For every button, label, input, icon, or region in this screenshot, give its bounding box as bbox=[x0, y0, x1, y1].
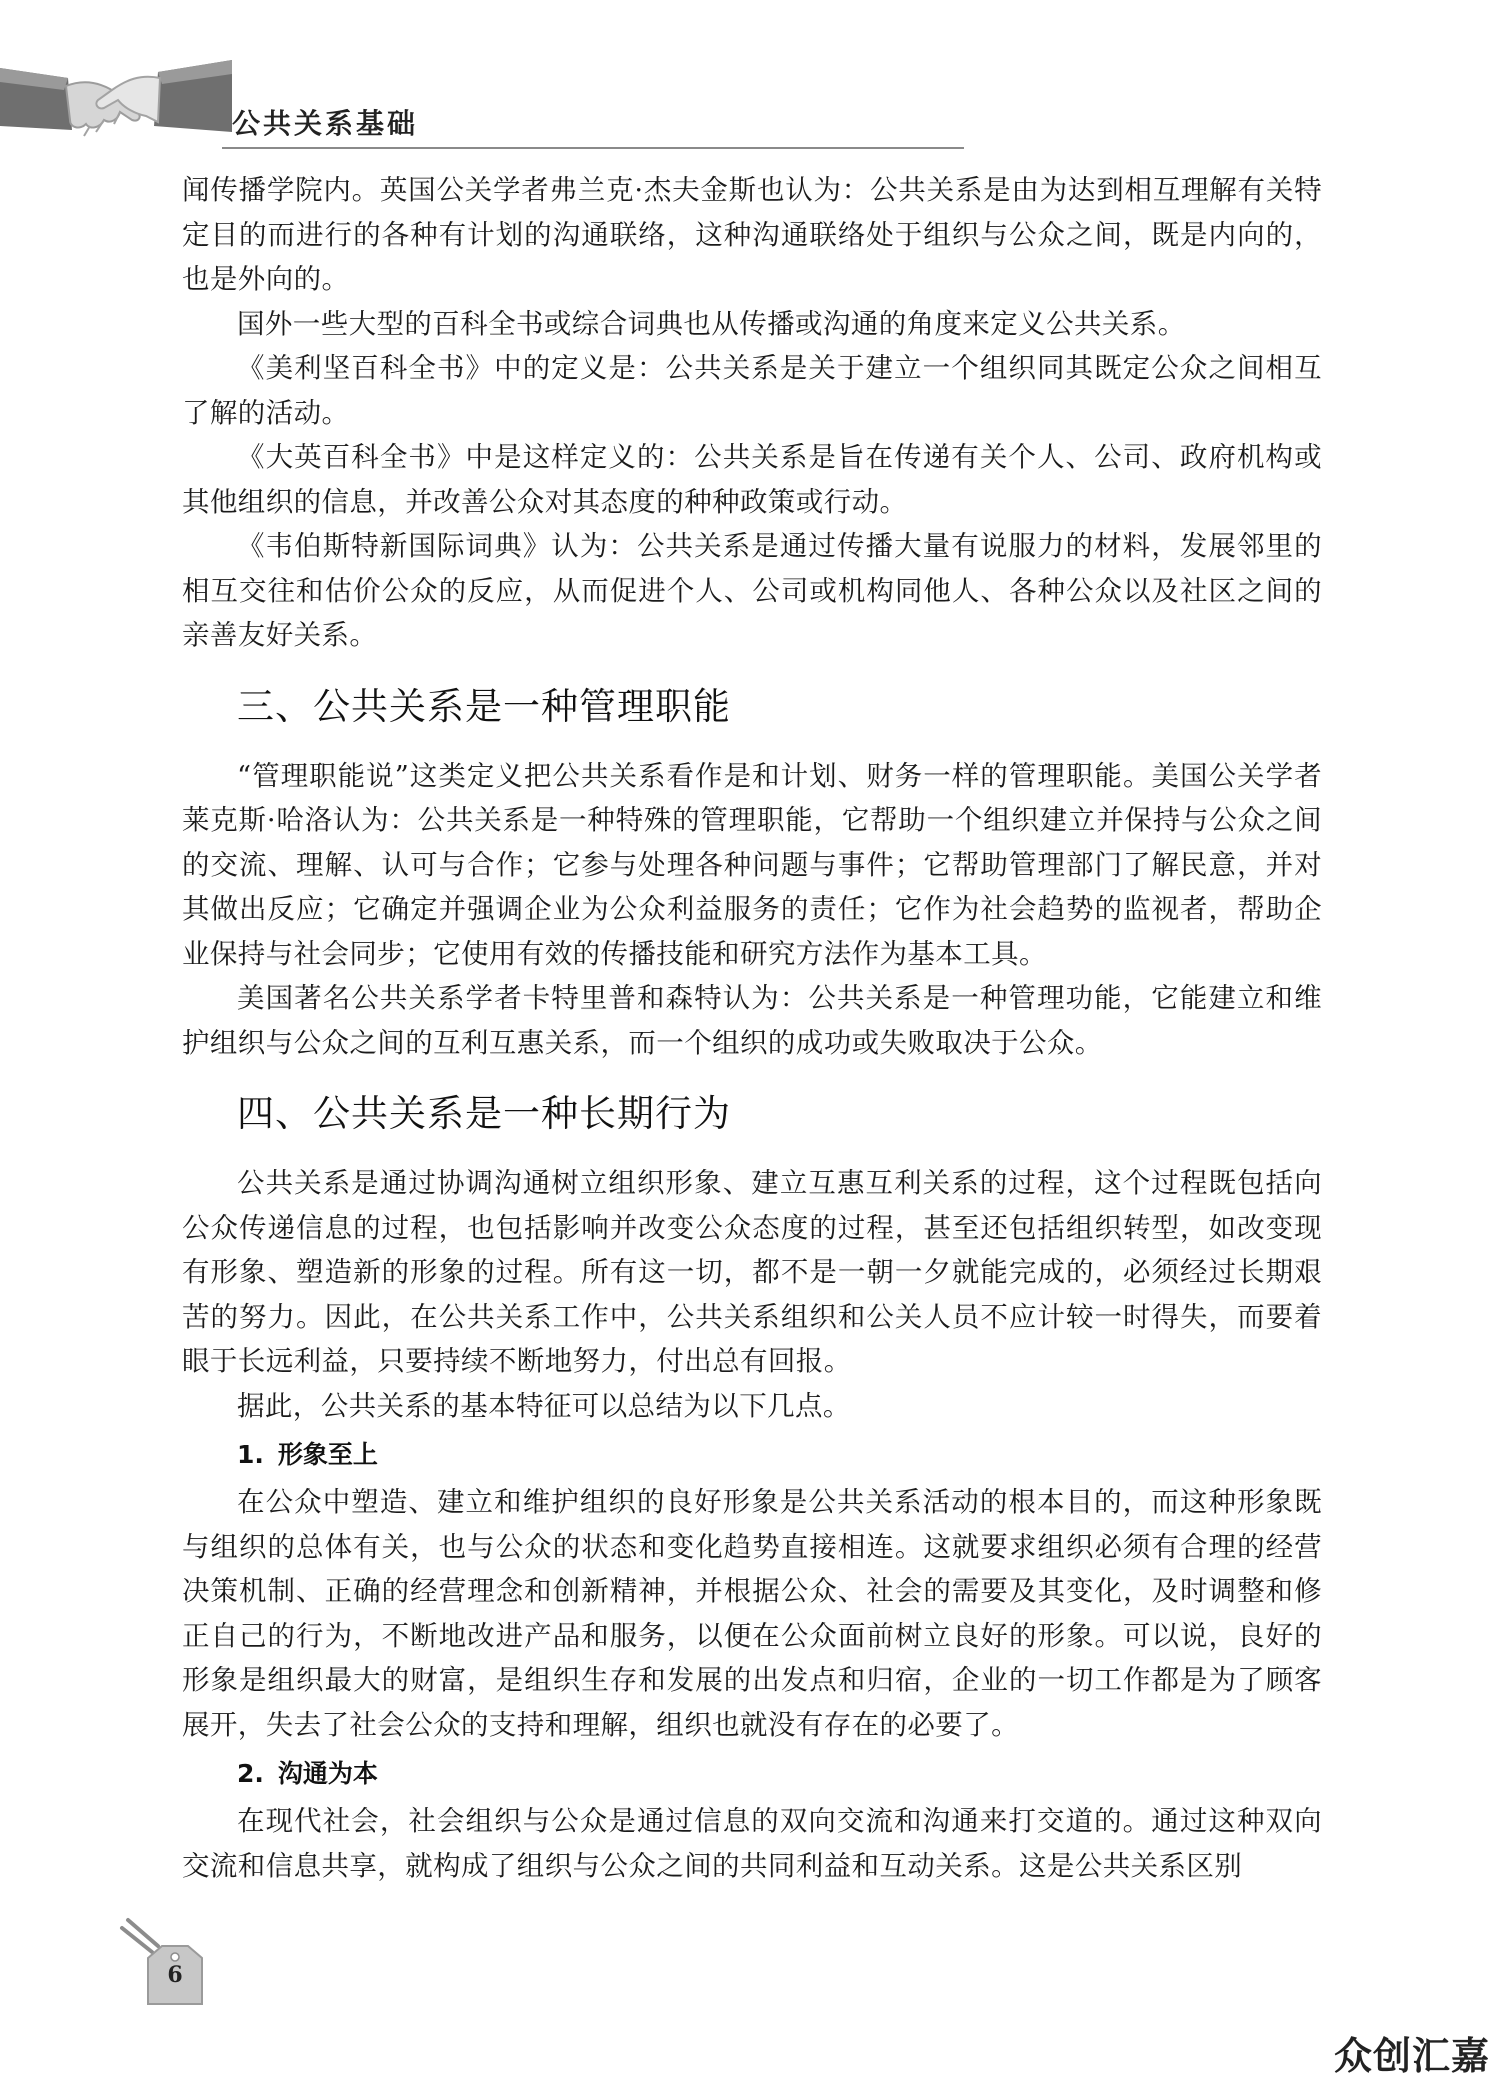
running-title: 公共关系基础 bbox=[232, 107, 419, 140]
page-header bbox=[0, 0, 1504, 190]
paragraph: 闻传播学院内。英国公关学者弗兰克·杰夫金斯也认为：公共关系是由为达到相互理解有关特定目的而进行的各种有计划的沟通联络，这种沟通联络处于组织与公众之间，既是内向的，也是外向的。 bbox=[182, 174, 1322, 295]
paragraph: “管理职能说”这类定义把公共关系看作是和计划、财务一样的管理职能。美国公关学者莱克斯·哈洛认为：公共关系是一种特殊的管理职能，它帮助一个组织建立并保持与公众之间的交流、理解、认可与合作；它参与处理各种问题与事件；它帮助管理部门了解民意，并对其做出反应；它确定并强调企业为公众利益服务的责任；它作为社会趋势的监视者，帮助企业保持与社会同步；它使用有效的传播技能和研究方法作为基本工具。 bbox=[182, 759, 1322, 970]
paragraph: 《美利坚百科全书》中的定义是：公共关系是关于建立一个组织同其既定公众之间相互了解的活动。 bbox=[182, 352, 1322, 429]
subheading-title: 沟通为本 bbox=[277, 1759, 378, 1788]
page-body bbox=[182, 168, 1322, 1888]
watermark: 众创汇嘉 bbox=[1333, 2034, 1490, 2078]
paragraph: 美国著名公共关系学者卡特里普和森特认为：公共关系是一种管理功能，它能建立和维护组织与公众之间的互利互惠关系，而一个组织的成功或失败取决于公众。 bbox=[182, 982, 1322, 1059]
section-heading: 三、公共关系是一种管理职能 bbox=[237, 684, 731, 728]
paragraph: 在公众中塑造、建立和维护组织的良好形象是公共关系活动的根本目的，而这种形象既与组织的总体有关，也与公众的状态和变化趋势直接相连。这就要求组织必须有合理的经营决策机制、正确的经营理念和创新精神，并根据公众、社会的需要及其变化，及时调整和修正自己的行为，不断地改进产品和服务，以便在公众面前树立良好的形象。可以说，良好的形象是组织最大的财富，是组织生存和发展的出发点和归宿，企业的一切工作都是为了顾客展开，失去了社会公众的支持和理解，组织也就没有存在的必要了。 bbox=[182, 1486, 1322, 1741]
header-rule bbox=[222, 147, 964, 149]
subheading-number: 2. bbox=[237, 1759, 264, 1788]
paragraph: 《韦伯斯特新国际词典》认为：公共关系是通过传播大量有说服力的材料，发展邻里的相互交往和估价公众的反应，从而促进个人、公司或机构同他人、各种公众以及社区之间的亲善友好关系。 bbox=[182, 530, 1322, 651]
subheading bbox=[237, 1751, 1322, 1797]
subheading bbox=[237, 1432, 1322, 1478]
handshake-icon bbox=[0, 60, 232, 160]
subheading-number: 1. bbox=[237, 1440, 264, 1469]
paragraph: 在现代社会，社会组织与公众是通过信息的双向交流和沟通来打交道的。通过这种双向交流和信息共享，就构成了组织与公众之间的共同利益和互动关系。这是公共关系区别 bbox=[182, 1805, 1322, 1882]
paragraph: 《大英百科全书》中是这样定义的：公共关系是旨在传递有关个人、公司、政府机构或其他组织的信息，并改善公众对其态度的种种政策或行动。 bbox=[182, 441, 1322, 518]
paragraph: 国外一些大型的百科全书或综合词典也从传播或沟通的角度来定义公共关系。 bbox=[237, 307, 1186, 340]
subheading-title: 形象至上 bbox=[277, 1440, 378, 1469]
section-heading: 四、公共关系是一种长期行为 bbox=[237, 1092, 731, 1135]
paragraph: 据此，公共关系的基本特征可以总结为以下几点。 bbox=[237, 1389, 851, 1422]
paragraph: 公共关系是通过协调沟通树立组织形象、建立互惠互利关系的过程，这个过程既包括向公众传递信息的过程，也包括影响并改变公众态度的过程，甚至还包括组织转型，如改变现有形象、塑造新的形象的过程。所有这一切，都不是一朝一夕就能完成的，必须经过长期艰苦的努力。因此，在公共关系工作中，公共关系组织和公关人员不应计较一时得失，而要着眼于长远利益，只要持续不断地努力，付出总有回报。 bbox=[182, 1167, 1322, 1377]
page-number: 6 bbox=[167, 1962, 183, 1988]
